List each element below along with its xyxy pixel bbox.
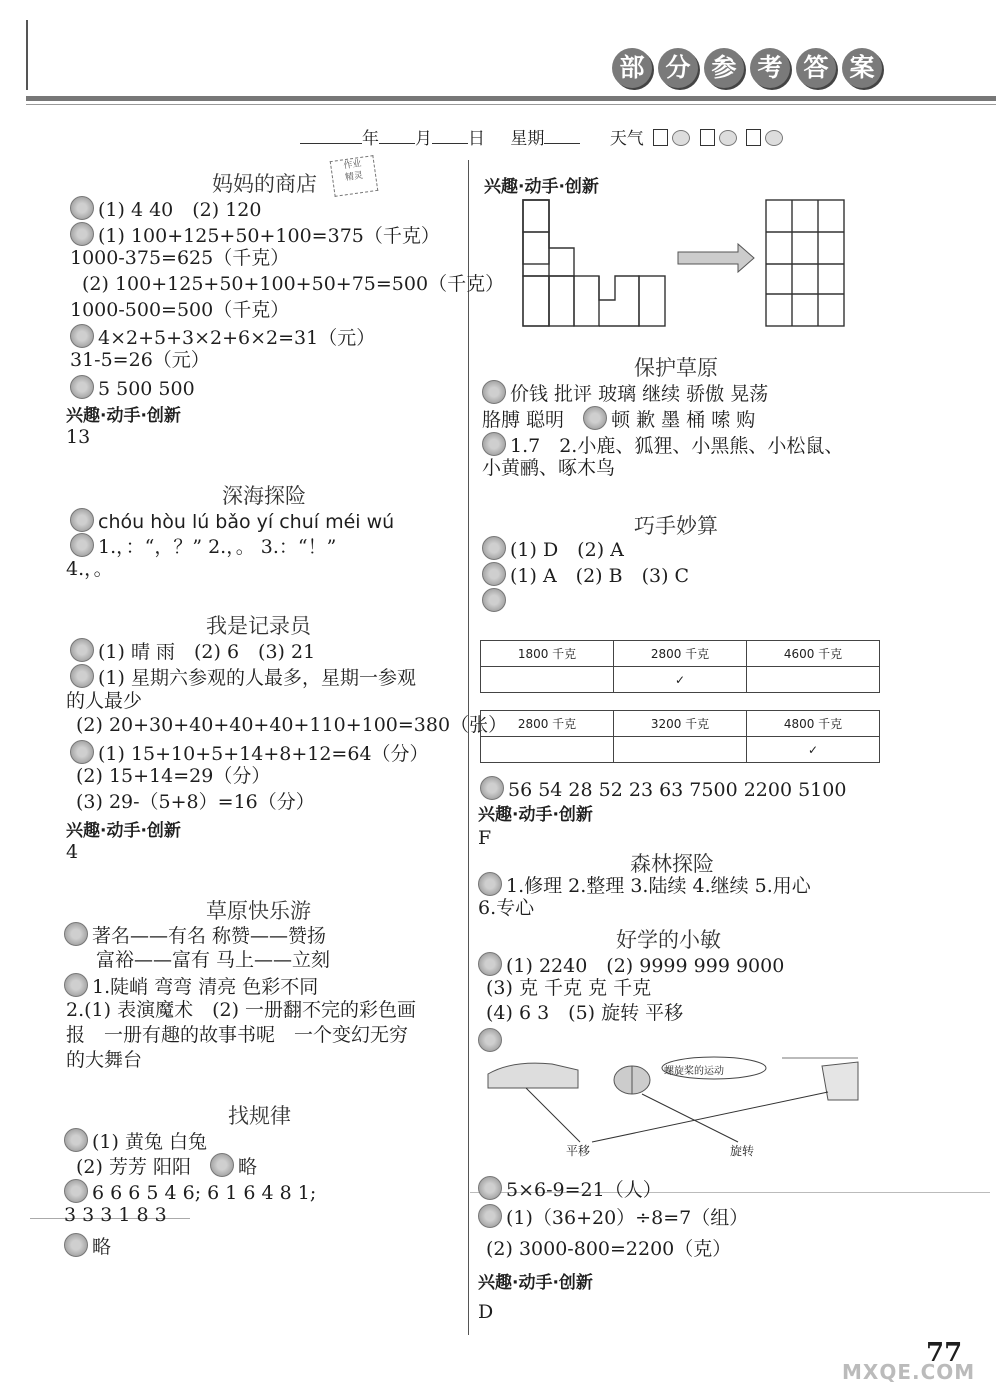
section-title-sea: 深海探险 bbox=[222, 484, 306, 508]
cloud-icon bbox=[719, 130, 737, 146]
bullet-icon bbox=[478, 952, 502, 976]
fun-heading: 兴趣·动手·创新 bbox=[66, 821, 181, 841]
answer-line bbox=[478, 1028, 506, 1054]
table-cell bbox=[614, 737, 747, 763]
answer-line: 报 一册有趣的故事书呢 一个变幻无穷 bbox=[66, 1024, 409, 1046]
train-icon bbox=[488, 1063, 578, 1088]
label-rotation: 旋转 bbox=[730, 1144, 755, 1158]
bullet-icon bbox=[478, 1028, 502, 1052]
answer-line: 富裕——富有 马上——立刻 bbox=[96, 949, 331, 971]
answer-line: (1) 晴 雨 (2) 6 (3) 21 bbox=[70, 638, 315, 664]
sun-icon bbox=[672, 130, 690, 146]
unfold-cube-figure bbox=[518, 196, 858, 330]
fun-heading: 兴趣·动手·创新 bbox=[66, 406, 181, 426]
left-margin-rule bbox=[26, 20, 28, 90]
fun-answer: F bbox=[478, 827, 492, 849]
table-header-cell: 3200 千克 bbox=[614, 711, 747, 737]
table-cell bbox=[747, 667, 880, 693]
section-title-shop: 妈妈的商店 bbox=[212, 172, 317, 196]
answer-line: 31-5=26（元） bbox=[70, 349, 210, 371]
answer-line: 5×6-9=21（人） bbox=[478, 1176, 662, 1202]
answer-line: 的人最少 bbox=[66, 690, 143, 712]
bullet-icon bbox=[70, 196, 94, 220]
section-title-forest: 森林探险 bbox=[630, 852, 714, 876]
section-title-patterns: 找规律 bbox=[228, 1104, 291, 1128]
weight-table-2 bbox=[480, 710, 880, 763]
bullet-icon bbox=[70, 664, 94, 688]
page-title: 部 分 参 考 答 案 bbox=[612, 48, 888, 88]
bullet-icon bbox=[70, 375, 94, 399]
table-cell: ✓ bbox=[747, 737, 880, 763]
label-translation: 平移 bbox=[566, 1144, 591, 1158]
page-number: 77 bbox=[926, 1338, 963, 1368]
answer-line: 1000-500=500（千克） bbox=[70, 299, 290, 321]
answer-line: (3) 29-（5+8）=16（分） bbox=[76, 791, 315, 813]
header-rule-thin bbox=[26, 104, 996, 105]
section-title-xiaomin: 好学的小敏 bbox=[616, 928, 721, 952]
answer-line: chóu hòu lú bǎo yí chuí méi wú bbox=[70, 508, 394, 534]
answer-line: (1) A (2) B (3) C bbox=[482, 562, 689, 588]
answer-line: (1) 100+125+50+100=375（千克） bbox=[70, 222, 440, 248]
answer-line: (1) 4 40 (2) 120 bbox=[70, 196, 261, 222]
bullet-icon bbox=[64, 1128, 88, 1152]
section-title-protect-grassland: 保护草原 bbox=[634, 356, 718, 380]
bullet-icon bbox=[478, 1176, 502, 1200]
arrow-icon bbox=[678, 244, 754, 272]
answer-line: 价钱 批评 玻璃 继续 骄傲 晃荡 bbox=[482, 380, 768, 406]
answer-line: 6.专心 bbox=[478, 897, 535, 919]
bullet-icon bbox=[70, 533, 94, 557]
bullet-icon bbox=[478, 1204, 502, 1228]
bullet-icon bbox=[70, 324, 94, 348]
answer-line: (2) 3000-800=2200（克） bbox=[486, 1238, 732, 1260]
answer-line: (1)（36+20）÷8=7（组） bbox=[478, 1204, 748, 1230]
column-divider bbox=[468, 160, 469, 1335]
bullet-icon bbox=[480, 776, 504, 800]
fun-heading: 兴趣·动手·创新 bbox=[484, 177, 599, 197]
bullet-icon bbox=[482, 562, 506, 586]
section-title-grassland-trip: 草原快乐游 bbox=[206, 899, 311, 923]
answer-line: 3 3 3 1 8 3 bbox=[64, 1204, 167, 1226]
bullet-icon bbox=[482, 536, 506, 560]
bullet-icon bbox=[70, 222, 94, 246]
header-rule bbox=[26, 96, 996, 101]
bullet-icon bbox=[64, 1233, 88, 1257]
table-header-cell: 4800 千克 bbox=[747, 711, 880, 737]
answer-line: 略 bbox=[64, 1233, 111, 1259]
answer-line: (1) 黄兔 白兔 bbox=[64, 1128, 207, 1154]
answer-line: (1) 星期六参观的人最多，星期一参观 bbox=[70, 664, 416, 690]
table-header-cell: 4600 千克 bbox=[747, 641, 880, 667]
answer-line bbox=[482, 588, 510, 614]
answer-line: 的大舞台 bbox=[66, 1049, 143, 1071]
table-header-cell: 2800 千克 bbox=[614, 641, 747, 667]
bullet-icon bbox=[64, 922, 88, 946]
answer-line: 6 6 6 5 4 6; 6 1 6 4 8 1; bbox=[64, 1179, 316, 1205]
bullet-icon bbox=[70, 740, 94, 764]
fun-answer: 13 bbox=[66, 426, 91, 448]
fun-heading: 兴趣·动手·创新 bbox=[478, 1273, 593, 1293]
watermark: MXQE.COM bbox=[842, 1360, 976, 1384]
answer-line: (3) 克 千克 克 千克 bbox=[486, 977, 652, 999]
bullet-icon bbox=[478, 872, 502, 896]
answer-line: 著名——有名 称赞——赞扬 bbox=[64, 922, 326, 948]
bullet-icon bbox=[210, 1153, 234, 1177]
weight-table-1 bbox=[480, 640, 880, 693]
answer-line: (1) 2240 (2) 9999 999 9000 bbox=[478, 952, 784, 978]
answer-line: 1.，：“，？” 2.，。 3.：“！” bbox=[70, 533, 336, 559]
answer-line: (2) 20+30+40+40+40+110+100=380（张） bbox=[76, 714, 508, 736]
bubble-label: 螺旋桨的运动 bbox=[664, 1066, 724, 1077]
fun-heading: 兴趣·动手·创新 bbox=[478, 805, 593, 825]
answer-line: 1000-375=625（千克） bbox=[70, 247, 290, 269]
weather-checkbox-rainy[interactable] bbox=[746, 129, 761, 146]
table-cell bbox=[481, 737, 614, 763]
answer-line: (1) 15+10+5+14+8+12=64（分） bbox=[70, 740, 429, 766]
rain-icon bbox=[765, 130, 783, 146]
answer-line: (2) 100+125+50+100+50+75=500（千克） bbox=[82, 273, 505, 295]
answer-line: (2) 芳芳 阳阳 略 bbox=[76, 1153, 257, 1179]
fun-answer: D bbox=[478, 1301, 494, 1323]
stamp: 作业 精灵 bbox=[330, 155, 379, 197]
answer-line: (1) D (2) A bbox=[482, 536, 624, 562]
answer-line: 1.陡峭 弯弯 清亮 色彩不同 bbox=[64, 973, 318, 999]
answer-line: (4) 6 3 (5) 旋转 平移 bbox=[486, 1002, 684, 1024]
answer-line: 1.修理 2.整理 3.陆续 4.继续 5.用心 bbox=[478, 872, 811, 898]
bullet-icon bbox=[64, 973, 88, 997]
fun-answer: 4 bbox=[66, 841, 79, 863]
table-cell bbox=[481, 667, 614, 693]
answer-line: 2.(1) 表演魔术 (2) 一册翻不完的彩色画 bbox=[66, 999, 417, 1021]
bullet-icon bbox=[482, 380, 506, 404]
answer-line: (2) 15+14=29（分） bbox=[76, 765, 271, 787]
date-line: 年 月 日 星期 天气 bbox=[300, 124, 783, 149]
bullet-icon bbox=[482, 588, 506, 612]
bullet-icon bbox=[583, 406, 607, 430]
answer-line: 1.7 2.小鹿、狐狸、小黑熊、小松鼠、 bbox=[482, 432, 843, 458]
answer-line: 4.，。 bbox=[66, 558, 113, 580]
answer-line: 小黄鹂、啄木鸟 bbox=[482, 457, 616, 479]
answer-line: 56 54 28 52 23 63 7500 2200 5100 bbox=[480, 776, 846, 802]
answer-line: 胳膊 聪明 顿 歉 墨 桶 嗦 购 bbox=[482, 406, 755, 432]
table-header-cell: 1800 千克 bbox=[481, 641, 614, 667]
bullet-icon bbox=[70, 508, 94, 532]
section-title-recorder: 我是记录员 bbox=[206, 614, 311, 638]
table-header-cell: 2800 千克 bbox=[481, 711, 614, 737]
answer-line: 5 500 500 bbox=[70, 375, 195, 401]
weather-checkbox-sunny[interactable] bbox=[653, 129, 668, 146]
weather-checkbox-cloudy[interactable] bbox=[700, 129, 715, 146]
table-cell: ✓ bbox=[614, 667, 747, 693]
bullet-icon bbox=[64, 1179, 88, 1203]
lift-icon bbox=[822, 1062, 858, 1100]
bullet-icon bbox=[482, 432, 506, 456]
answer-line: 4×2+5+3×2+6×2=31（元） bbox=[70, 324, 375, 350]
section-title-clever-calc: 巧手妙算 bbox=[634, 514, 718, 538]
bullet-icon bbox=[70, 638, 94, 662]
